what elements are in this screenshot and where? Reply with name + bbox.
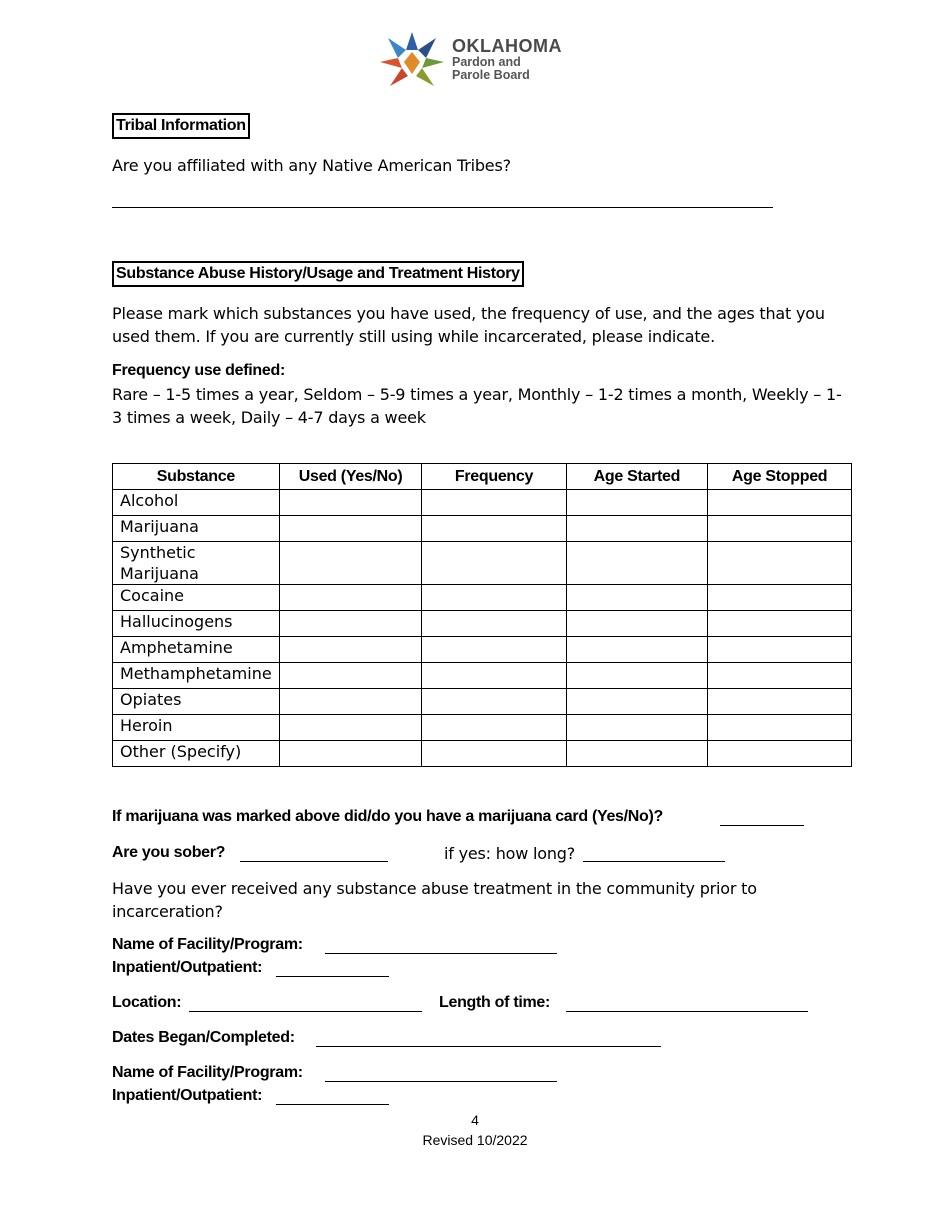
age-started-cell[interactable] xyxy=(566,637,708,663)
inpatient-label-1: Inpatient/Outpatient: xyxy=(112,959,263,976)
sober-field[interactable] xyxy=(240,861,388,862)
age-started-cell[interactable] xyxy=(566,516,708,542)
used-cell[interactable] xyxy=(279,490,422,516)
age-stopped-cell[interactable] xyxy=(708,663,852,689)
used-cell[interactable] xyxy=(279,637,422,663)
logo-title: OKLAHOMA xyxy=(452,36,562,56)
substance-table xyxy=(112,463,852,767)
page-number: 4 xyxy=(471,1112,479,1128)
col-frequency: Frequency xyxy=(422,464,566,490)
substance-name: Opiates xyxy=(113,689,280,715)
marijuana-card-question: If marijuana was marked above did/do you have a marijuana card (Yes/No)? xyxy=(112,808,664,825)
age-started-cell[interactable] xyxy=(566,611,708,637)
table-row xyxy=(113,490,852,516)
age-started-cell[interactable] xyxy=(566,542,708,585)
length-label: Length of time: xyxy=(439,994,551,1011)
logo-subtitle-1: Pardon and xyxy=(452,55,521,69)
age-started-cell[interactable] xyxy=(566,741,708,767)
used-cell[interactable] xyxy=(279,611,422,637)
frequency-definitions: Rare – 1-5 times a year, Seldom – 5-9 times a year, Monthly – 1-2 times a month, Weekly – 1-3 times a week, Daily – 4-7 days a week xyxy=(112,385,842,427)
frequency-cell[interactable] xyxy=(422,715,566,741)
table-row xyxy=(113,585,852,611)
col-used: Used (Yes/No) xyxy=(279,464,422,490)
substance-name: Hallucinogens xyxy=(113,611,280,637)
frequency-label: Frequency use defined: xyxy=(112,362,285,379)
frequency-cell[interactable] xyxy=(422,637,566,663)
age-started-cell[interactable] xyxy=(566,490,708,516)
used-cell[interactable] xyxy=(279,741,422,767)
age-stopped-cell[interactable] xyxy=(708,637,852,663)
col-age-started: Age Started xyxy=(566,464,708,490)
frequency-cell[interactable] xyxy=(422,663,566,689)
treatment-question: Have you ever received any substance abuse treatment in the community prior to incarceration? xyxy=(112,879,757,921)
table-header-row xyxy=(113,464,852,490)
substance-name: Amphetamine xyxy=(113,637,280,663)
table-row xyxy=(113,741,852,767)
table-row xyxy=(113,637,852,663)
substance-name: Synthetic Marijuana xyxy=(113,542,280,585)
used-cell[interactable] xyxy=(279,663,422,689)
table-row xyxy=(113,542,852,585)
logo-subtitle-2: Parole Board xyxy=(452,68,530,82)
used-cell[interactable] xyxy=(279,542,422,585)
used-cell[interactable] xyxy=(279,715,422,741)
frequency-cell[interactable] xyxy=(422,611,566,637)
tribal-question: Are you affiliated with any Native American Tribes? xyxy=(112,156,511,175)
age-started-cell[interactable] xyxy=(566,585,708,611)
used-cell[interactable] xyxy=(279,689,422,715)
table-row xyxy=(113,689,852,715)
marijuana-card-field[interactable] xyxy=(720,825,804,826)
age-stopped-cell[interactable] xyxy=(708,741,852,767)
dates-label: Dates Began/Completed: xyxy=(112,1029,295,1046)
substance-name: Other (Specify) xyxy=(113,741,280,767)
location-label: Location: xyxy=(112,994,182,1011)
inpatient-field-2[interactable] xyxy=(276,1104,389,1105)
substance-name: Alcohol xyxy=(113,490,280,516)
substance-name: Cocaine xyxy=(113,585,280,611)
sober-question: Are you sober? xyxy=(112,844,226,861)
age-started-cell[interactable] xyxy=(566,715,708,741)
used-cell[interactable] xyxy=(279,516,422,542)
dates-field[interactable] xyxy=(316,1046,661,1047)
facility-label-1: Name of Facility/Program: xyxy=(112,936,303,953)
age-stopped-cell[interactable] xyxy=(708,689,852,715)
substance-name: Methamphetamine xyxy=(113,663,280,689)
revision-date: Revised 10/2022 xyxy=(422,1132,528,1148)
board-logo xyxy=(376,28,576,90)
tribal-heading: Tribal Information xyxy=(112,113,250,139)
tribal-answer-field[interactable] xyxy=(112,207,773,208)
substance-heading: Substance Abuse History/Usage and Treatment History xyxy=(112,261,524,287)
inpatient-field-1[interactable] xyxy=(276,976,389,977)
age-started-cell[interactable] xyxy=(566,689,708,715)
how-long-field[interactable] xyxy=(583,861,725,862)
age-stopped-cell[interactable] xyxy=(708,715,852,741)
star-logo-icon xyxy=(376,28,448,90)
age-stopped-cell[interactable] xyxy=(708,611,852,637)
facility-label-2: Name of Facility/Program: xyxy=(112,1064,303,1081)
inpatient-label-2: Inpatient/Outpatient: xyxy=(112,1087,263,1104)
substance-intro: Please mark which substances you have used, the frequency of use, and the ages that you used them. If you are currently still using while incarcerated, please indicate. xyxy=(112,304,825,346)
frequency-cell[interactable] xyxy=(422,741,566,767)
table-row xyxy=(113,715,852,741)
col-substance: Substance xyxy=(113,464,280,490)
length-field[interactable] xyxy=(566,1011,808,1012)
table-row xyxy=(113,663,852,689)
facility-field-2[interactable] xyxy=(325,1081,557,1082)
table-row xyxy=(113,611,852,637)
col-age-stopped: Age Stopped xyxy=(708,464,852,490)
age-started-cell[interactable] xyxy=(566,663,708,689)
frequency-cell[interactable] xyxy=(422,689,566,715)
substance-name: Marijuana xyxy=(113,516,280,542)
age-stopped-cell[interactable] xyxy=(708,542,852,585)
how-long-label: if yes: how long? xyxy=(444,844,576,863)
age-stopped-cell[interactable] xyxy=(708,490,852,516)
substance-name: Heroin xyxy=(113,715,280,741)
frequency-cell[interactable] xyxy=(422,490,566,516)
used-cell[interactable] xyxy=(279,585,422,611)
location-field[interactable] xyxy=(189,1011,422,1012)
age-stopped-cell[interactable] xyxy=(708,516,852,542)
frequency-cell[interactable] xyxy=(422,585,566,611)
frequency-cell[interactable] xyxy=(422,516,566,542)
frequency-cell[interactable] xyxy=(422,542,566,585)
facility-field-1[interactable] xyxy=(325,953,557,954)
age-stopped-cell[interactable] xyxy=(708,585,852,611)
table-row xyxy=(113,516,852,542)
